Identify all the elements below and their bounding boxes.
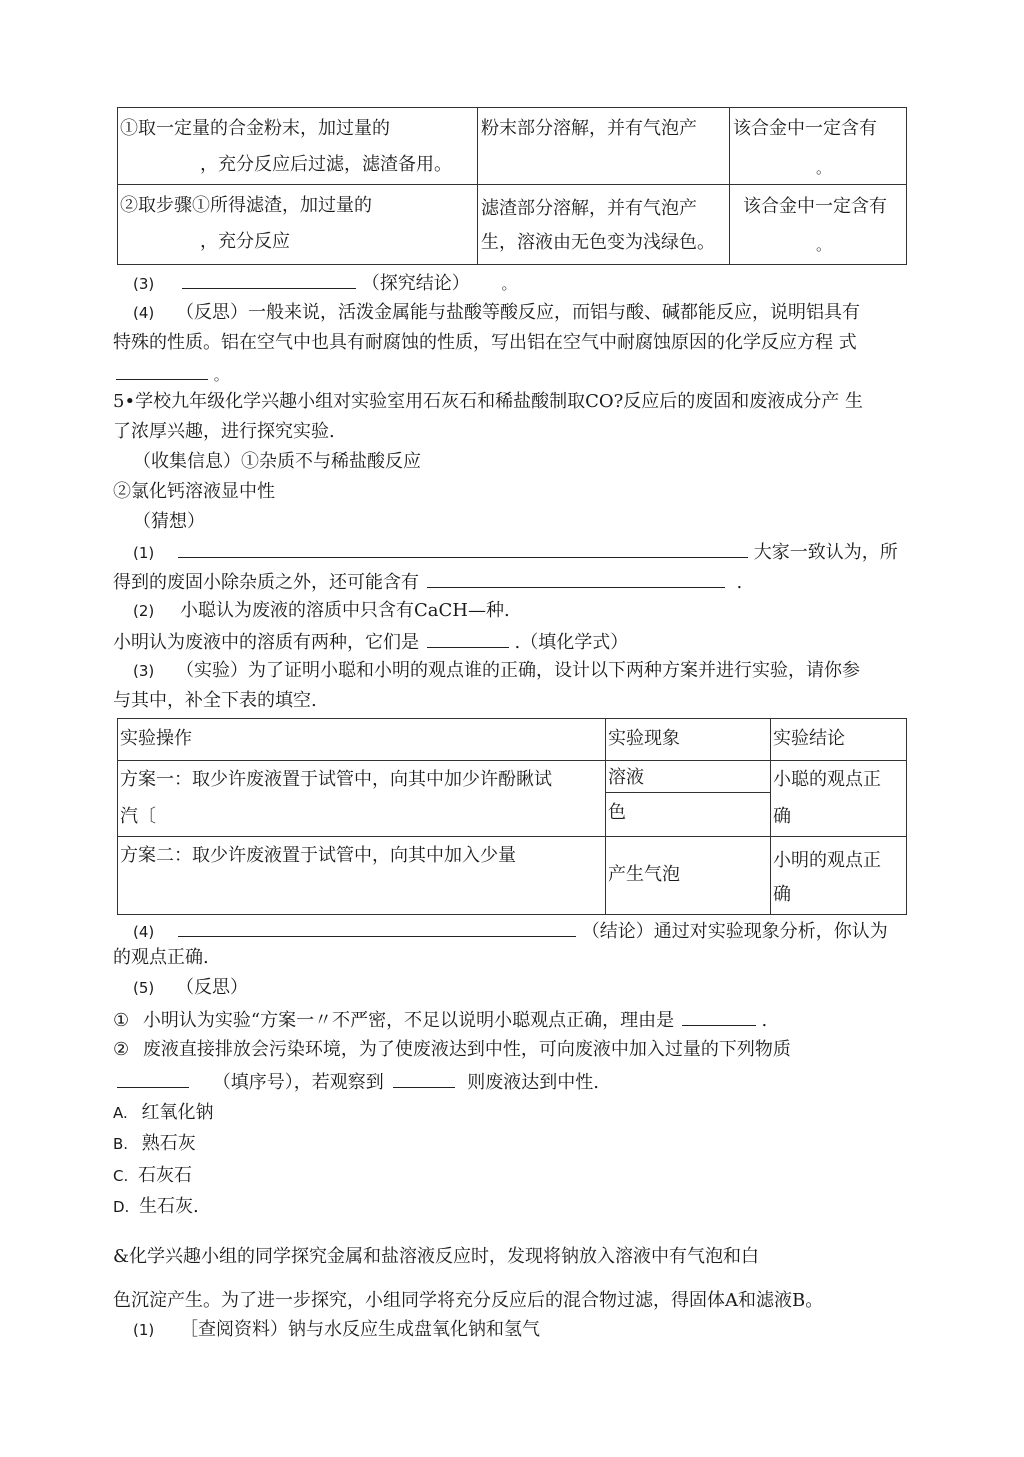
q4-line1-text: （反思）一般来说，活泼金属能与盐酸等酸反应，而铝与酸、碱都能反应，说明铝具有 (175, 302, 860, 323)
t2-plan2-op-line1: 方案二：取少许废液置于试管中，向其中加入少量 (120, 845, 516, 866)
option-c (113, 1164, 192, 1188)
g2-text: 小聪认为废液的溶质中只含有CaCH—种. (179, 600, 510, 621)
t2-plan1-op-line2: 汽〔 (120, 806, 156, 827)
t1-r2-conclusion (730, 185, 907, 265)
t1-r1-concl-line2: 。 (816, 159, 832, 177)
q3-text: （探究结论） (361, 273, 470, 294)
g2-number: (2) (133, 602, 155, 620)
p6-q1 (133, 1318, 540, 1342)
t1-r2-concl-line1: 该合金中一定含有 (743, 196, 887, 217)
p5-q4-line2: 的观点正确. (113, 947, 209, 968)
option-b (113, 1132, 196, 1156)
t1-r1-phenomenon (478, 108, 730, 185)
t1-r1-concl-line1: 该合金中一定含有 (733, 118, 877, 139)
p5-q4-number: (4) (133, 923, 155, 941)
t2-plan2-conclusion (771, 837, 907, 915)
p5-q5-r2 (113, 1038, 791, 1062)
option-d (113, 1195, 199, 1219)
t2-plan2-phen: 产生气泡 (608, 864, 680, 885)
t1-r2-op-line2: ，充分反应 (200, 231, 290, 252)
t2-plan2-concl-line1: 小明的观点正 (773, 850, 881, 871)
t2-header-operation (118, 719, 606, 761)
t1-r1-phen-text: 粉末部分溶解，并有气泡产 (481, 118, 697, 139)
t2-plan1-op-line1: 方案一：取少许废液置于试管中，向其中加少许酚瞅试 (120, 769, 552, 790)
p5-line2: 了浓厚兴趣，进行探究实验. (113, 421, 335, 442)
t2-header-concl-text: 实验结论 (773, 728, 845, 749)
p5-guess1-line2 (113, 569, 742, 595)
r1-end: . (761, 1010, 768, 1031)
t1-r1-op-line1: ①取一定量的合金粉末，加过量的 (120, 118, 390, 139)
p6-line1: &化学兴趣小组的同学探究金属和盐溶液反应时，发现将钠放入溶液中有气泡和白 (113, 1246, 760, 1267)
r2-number: ② (113, 1039, 130, 1060)
r2-blank2[interactable] (393, 1069, 455, 1088)
option-d-letter: D. (113, 1198, 130, 1216)
p5-q5-title: （反思） (175, 977, 248, 998)
p5-q4-line1 (133, 918, 888, 944)
t1-r1-operation (118, 108, 478, 185)
q4-line1 (133, 301, 860, 325)
t1-r2-phen-line1: 滤渣部分溶解，并有气泡产 (481, 198, 697, 219)
t2-plan1-phen-line1: 溶液 (608, 767, 644, 788)
t1-r2-op-line1: ②取步骤①所得滤渣，加过量的 (120, 195, 372, 216)
r1-text: 小明认为实验“方案一〃不严密，不足以说明小聪观点正确，理由是 (142, 1010, 675, 1031)
g1-number: (1) (133, 544, 155, 562)
q4-line2: 特殊的性质。铝在空气中也具有耐腐蚀的性质，写出铝在空气中耐腐蚀原因的化学反应方程 式 (113, 332, 857, 353)
experiment-table-1 (117, 107, 907, 265)
t2-header-phenomenon (606, 719, 771, 761)
t2-plan1-operation (118, 761, 606, 837)
option-d-text: 生石灰. (139, 1196, 199, 1217)
t2-plan1-phen-divider (606, 792, 770, 793)
t2-plan2-operation (118, 837, 606, 915)
experiment-table-2 (117, 718, 907, 915)
option-a-letter: A. (113, 1104, 128, 1122)
t2-plan2-phenomenon (606, 837, 771, 915)
g3-number: (3) (133, 662, 155, 680)
p5-info1: （收集信息）①杂质不与稀盐酸反应 (133, 451, 421, 472)
p6-line2: 色沉淀产生。为了进一步探究，小组同学将充分反应后的混合物过滤，得固体A和滤液B。 (113, 1290, 824, 1311)
t2-plan2-concl-line2: 确 (773, 884, 791, 905)
q3-end: 。 (501, 275, 517, 293)
option-c-text: 石灰石 (137, 1165, 192, 1186)
p5-q5-number: (5) (133, 979, 155, 997)
t1-r2-concl-line2: 。 (816, 236, 832, 254)
g2-line2b: .（填化学式） (514, 632, 629, 653)
p5-info2: ②氯化钙溶液显中性 (113, 481, 275, 502)
t2-plan1-concl-line2: 确 (773, 806, 791, 827)
q3-line (133, 270, 516, 296)
p5-guess2-line2 (113, 629, 628, 655)
p5-guess3-line2: 与其中，补全下表的填空. (113, 690, 317, 711)
option-a (113, 1101, 214, 1125)
t1-r1-op-line2: ，充分反应后过滤，滤渣备用。 (200, 154, 452, 175)
r2-blank1[interactable] (117, 1069, 189, 1088)
p5-q5-title-line (133, 976, 248, 1000)
g1-tail: 大家一致认为，所 (753, 542, 898, 563)
g1-line2-text: 得到的废固小除杂质之外，还可能含有 (113, 572, 419, 593)
t1-r2-operation (118, 185, 478, 265)
r2-text: 废液直接排放会污染环境，为了使废液达到中性，可向废液中加入过量的下列物质 (142, 1039, 791, 1060)
p5-guess3-line1 (133, 659, 860, 683)
t2-plan1-concl-line1: 小聪的观点正 (773, 769, 881, 790)
p5-q5-r1 (113, 1007, 767, 1033)
g1-blank[interactable] (178, 539, 748, 558)
t2-header-phen-text: 实验现象 (608, 728, 680, 749)
p5-guess2-line1 (133, 599, 510, 623)
g3-line1-text: （实验）为了证明小聪和小明的观点谁的正确，设计以下两种方案并进行实验，请你参 (175, 660, 860, 681)
q3-number: (3) (133, 275, 155, 293)
option-a-text: 红氧化钠 (141, 1102, 214, 1123)
r2-line2a: （填序号），若观察到 (212, 1072, 384, 1093)
r1-number: ① (113, 1010, 130, 1031)
p5-line1: 5•学校九年级化学兴趣小组对实验室用石灰石和稀盐酸制取CO?反应后的废固和废液成分产 生 (113, 391, 863, 412)
p5-q4-blank[interactable] (178, 918, 576, 937)
p5-q4-tail: （结论）通过对实验现象分析，你认为 (581, 921, 888, 942)
g1-line2-end: . (736, 572, 743, 593)
t2-plan1-conclusion (771, 761, 907, 837)
p5-guess1-line1 (133, 539, 898, 565)
t2-plan1-phenomenon (606, 761, 771, 837)
q4-line3 (116, 361, 229, 387)
g2-line2a: 小明认为废液中的溶质有两种，它们是 (113, 632, 419, 653)
t2-header-op-text: 实验操作 (120, 728, 192, 749)
t1-r2-phenomenon (478, 185, 730, 265)
q4-end: 。 (213, 366, 229, 384)
p5-guess-title: （猜想） (133, 511, 205, 532)
q4-number: (4) (133, 304, 155, 322)
option-b-text: 熟石灰 (141, 1133, 196, 1154)
r1-blank[interactable] (682, 1007, 756, 1026)
q4-blank[interactable] (116, 361, 208, 380)
p6-q1-number: (1) (133, 1321, 155, 1339)
g2-blank[interactable] (427, 629, 509, 648)
q3-blank[interactable] (182, 270, 356, 289)
t2-header-conclusion (771, 719, 907, 761)
t1-r2-phen-line2: 生，溶液由无色变为浅绿色。 (481, 232, 715, 253)
p5-q5-r2-line2 (117, 1069, 599, 1095)
p6-q1-text: ［查阅资料）钠与水反应生成盘氧化钠和氢气 (179, 1319, 540, 1340)
option-b-letter: B. (113, 1135, 129, 1153)
t2-plan1-phen-line2: 色 (608, 802, 626, 823)
t1-r1-conclusion (730, 108, 907, 185)
option-c-letter: C. (113, 1167, 129, 1185)
g1-line2-blank[interactable] (427, 569, 725, 588)
r2-line2b: 则废液达到中性. (467, 1072, 599, 1093)
